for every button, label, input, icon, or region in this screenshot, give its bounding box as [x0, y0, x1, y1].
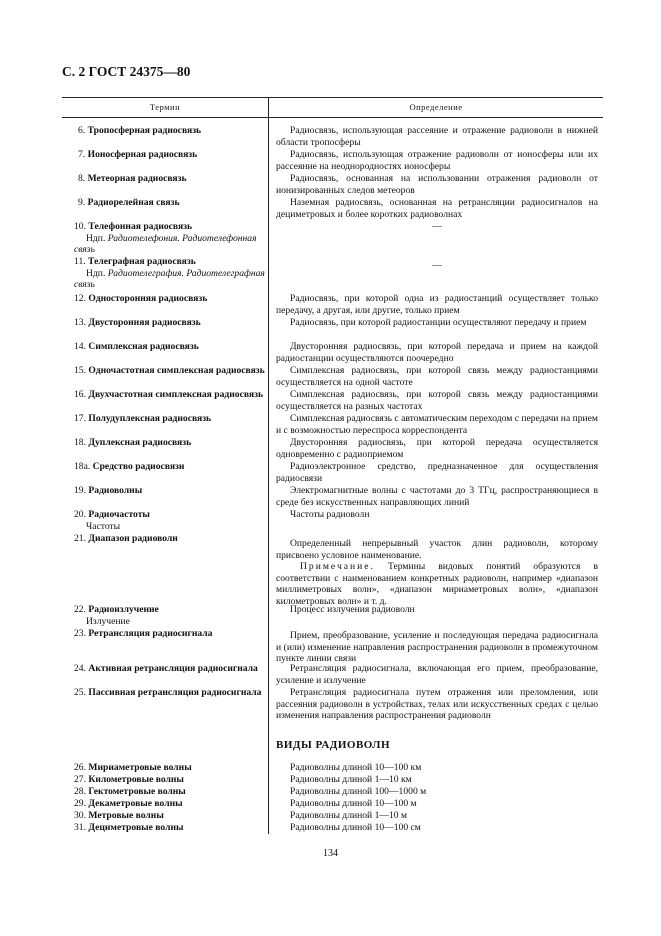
term-name: Декаметровые волны: [88, 798, 183, 809]
term-name: Гектометровые волны: [88, 786, 186, 797]
term-name: Радиочастоты: [88, 509, 150, 520]
term-number: 18а.: [74, 461, 91, 472]
term-number: 22.: [74, 604, 86, 615]
term-name: Телефонная радиосвязь: [88, 221, 193, 232]
term-definition: Радиоволны длиной 1—10 м: [290, 810, 408, 821]
term-name: Радиоизлучение: [88, 604, 159, 615]
term-name: Радиоволны: [88, 485, 143, 496]
term-number: 17.: [74, 413, 86, 424]
term-definition: Симплексная радиосвязь, при которой связь между радиостанциями осуществляется на разных частотах: [276, 389, 598, 412]
term-name: Односторонняя радиосвязь: [88, 293, 208, 304]
term-definition: Ретрансляция радиосигнала путем отражения или преломления, или рассеяния радиоволн в устройствах, телах или искусственных средах с целью изменения направления распространения радиоволн: [276, 687, 598, 722]
term-name: Мириаметровые волны: [88, 762, 192, 773]
term-definition: Определенный непрерывный участок длин радиоволн, которому присвоено условное наименование. Примечание. Термины видовых понятий образуются в соответствии с наименованием конкретных радиоволн, например «диапазон миллиметровых волн», «диапазон мириаметровых волн», «диапазон километровых волн» и т. д.: [276, 538, 598, 607]
term-definition: Радиоволны длиной 10—100 см: [290, 822, 421, 833]
term-synonym: Частоты: [86, 520, 121, 532]
term-number: 27.: [74, 774, 86, 785]
term-number: 23.: [74, 628, 86, 639]
term-definition: Электромагнитные волны с частотами до 3 ТГц, распространяющиеся в среде без искусственных направляющих линий: [276, 485, 598, 508]
term-name: Средство радиосвязи: [92, 461, 185, 472]
term-definition: Процесс излучения радиоволн: [290, 604, 415, 615]
term-name: Диапазон радиоволн: [88, 533, 178, 544]
term-name: Дуплексная радиосвязь: [88, 437, 192, 448]
term-name: Пассивная ретрансляция радиосигнала: [88, 687, 262, 698]
term-name: Телеграфная радиосвязь: [88, 256, 196, 267]
term-definition: Радиосвязь, при которой радиостанции осуществляют передачу и прием: [290, 317, 587, 328]
term-note: Примечание. Термины видовых понятий образуются в соответствии с наименованием конкретных радиоволн, например «диапазон миллиметровых волн», «диапазон мириаметровых волн», «диапазон километровых волн» и т. д.: [276, 561, 598, 607]
term-synonym: Излучение: [86, 615, 130, 627]
term-name: Метровые волны: [88, 810, 164, 821]
term-number: 7.: [78, 149, 86, 160]
term-name: Двусторонняя радиосвязь: [88, 317, 201, 328]
term-definition: Двусторонняя радиосвязь, при которой передача и прием на каждой радиостанции осуществляются поочередно: [276, 341, 598, 364]
column-header-definition: Определение: [409, 102, 463, 112]
term-number: 31.: [74, 822, 86, 833]
term-number: 15.: [74, 365, 86, 376]
term-name: Километровые волны: [88, 774, 184, 785]
term-number: 16.: [74, 389, 86, 400]
term-number: 20.: [74, 509, 86, 520]
term-number: 25.: [74, 687, 86, 698]
term-name: Полудуплексная радиосвязь: [88, 413, 212, 424]
term-number: 6.: [78, 125, 86, 136]
term-number: 28.: [74, 786, 86, 797]
term-number: 9.: [78, 197, 86, 208]
term-number: 14.: [74, 341, 86, 352]
term-number: 8.: [78, 173, 86, 184]
page-number: 134: [323, 848, 338, 859]
term-number: 30.: [74, 810, 86, 821]
term-number: 13.: [74, 317, 86, 328]
term-name: Активная ретрансляция радиосигнала: [88, 663, 258, 674]
term-definition: Радиоволны длиной 100—1000 м: [290, 786, 427, 797]
term-number: 24.: [74, 663, 86, 674]
term-definition: Частоты радиоволн: [290, 509, 370, 520]
ndp-label: Ндп.: [86, 267, 106, 279]
term-definition: Прием, преобразование, усиление и последующая передача радиосигнала и (или) изменение направления распространения радиоволн в промежуточном пункте линии связи: [276, 630, 598, 665]
term-definition: Радиоволны длиной 10—100 м: [290, 798, 417, 809]
term-definition: —: [432, 260, 442, 271]
term-number: 12.: [74, 293, 86, 304]
term-definition: Наземная радиосвязь, основанная на ретрансляции радиосигналов на дециметровых и более коротких радиоволнах: [276, 197, 598, 220]
term-number: 18.: [74, 437, 86, 448]
term-name: Ионосферная радиосвязь: [87, 149, 198, 160]
table-column-divider: [268, 116, 269, 834]
term-definition: Симплексная радиосвязь с автоматическим переходом с передачи на прием и с возможностью переспроса корреспондента: [276, 413, 598, 436]
term-name: Ретрансляция радиосигнала: [88, 628, 213, 639]
term-number: 11.: [74, 256, 86, 267]
term-definition: Радиосвязь, при которой одна из радиостанций осуществляет только передачу, а другая, или другие, только прием: [276, 293, 598, 316]
column-header-term: Термин: [149, 102, 181, 112]
term-number: 21.: [74, 533, 86, 544]
term-definition: Симплексная радиосвязь, при которой связь между радиостанциями осуществляется на одной частоте: [276, 365, 598, 388]
term-definition: Двусторонняя радиосвязь, при которой передача осуществляется одновременно с радиоприемом: [276, 437, 598, 460]
term-number: 10.: [74, 221, 86, 232]
term-definition: Радиосвязь, основанная на использовании отражения радиоволн от ионизированных следов метеоров: [276, 173, 598, 196]
term-name: Симплексная радиосвязь: [88, 341, 199, 352]
term-definition: Радиосвязь, использующая отражение радиоволн от ионосферы или их рассеяние на неоднородностях ионосферы: [276, 149, 598, 172]
term-name: Тропосферная радиосвязь: [87, 125, 202, 136]
term-number: 29.: [74, 798, 86, 809]
term-definition: Радиоволны длиной 1—10 км: [290, 774, 412, 785]
term-name: Метеорная радиосвязь: [87, 173, 187, 184]
term-definition: —: [432, 221, 442, 232]
ndp-label: Ндп.: [86, 232, 106, 244]
table-header: [62, 97, 603, 118]
ndp-synonyms: Радиотелефония. Радиотелефонная связь: [74, 232, 257, 256]
term-definition: Радиосвязь, использующая рассеяние и отражение радиоволн в нижней области тропосферы: [276, 125, 598, 148]
ndp-synonyms: Радиотелеграфия. Радиотелеграфная связь: [74, 267, 265, 291]
term-number: 26.: [74, 762, 86, 773]
term-name: Дециметровые волны: [88, 822, 184, 833]
page-header: С. 2 ГОСТ 24375—80: [62, 64, 191, 79]
section-title: ВИДЫ РАДИОВОЛН: [276, 739, 391, 751]
term-name: Одночастотная симплексная радиосвязь: [88, 365, 265, 376]
term-definition: Радиоэлектронное средство, предназначенное для осуществления радиосвязи: [276, 461, 598, 484]
term-number: 19.: [74, 485, 86, 496]
term-definition: Ретрансляция радиосигнала, включающая его прием, преобразование, усиление и излучение: [276, 663, 598, 686]
term-definition: Радиоволны длиной 10—100 км: [290, 762, 422, 773]
term-name: Двухчастотная симплексная радиосвязь: [88, 389, 264, 400]
term-name: Радиорелейная связь: [87, 197, 180, 208]
